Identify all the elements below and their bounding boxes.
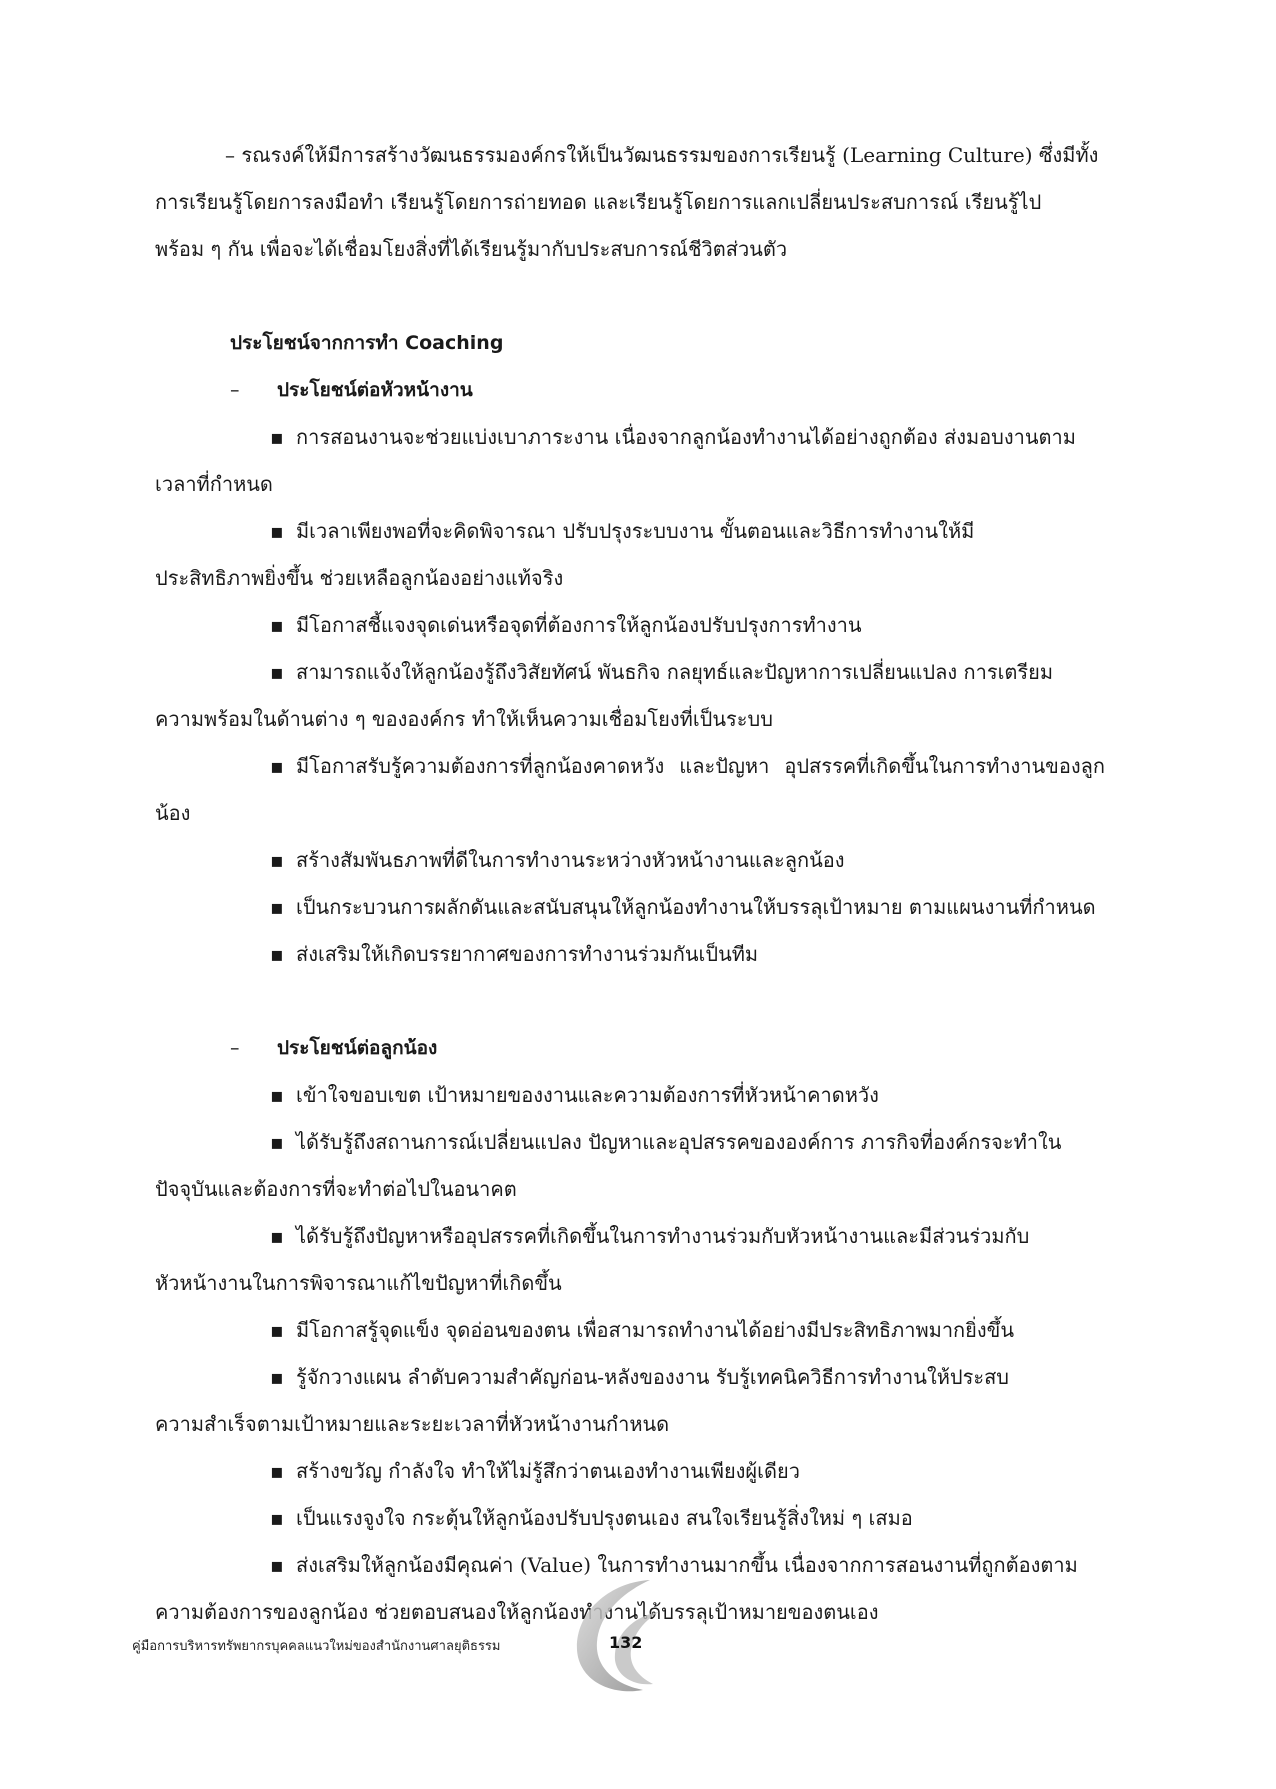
supervisor-title: ประโยชน์ต่อหัวหน้างาน <box>277 379 473 401</box>
list-item <box>155 649 1105 743</box>
list-item <box>155 1072 1105 1119</box>
list-item-text: ส่งเสริมให้ลูกน้องมีคุณค่า (Value) ในการทำงานมากขึ้น เนื่องจากการสอนงานที่ถูกต้องตาม <box>296 1553 1078 1577</box>
list-item-continuation: หัวหน้างานในการพิจารณาแก้ไขปัญหาที่เกิดขึ้น <box>155 1271 562 1295</box>
subordinate-list <box>155 1072 1105 1636</box>
list-item <box>155 602 1105 649</box>
bullet-icon: ▪ <box>270 1553 284 1577</box>
bullet-icon: ▪ <box>270 613 284 637</box>
list-item-text: มีโอกาสรับรู้ความต้องการที่ลูกน้องคาดหวัง และปัญหา อุปสรรคที่เกิดขึ้นในการทำงานของลูกน้อง <box>155 754 1105 825</box>
intro-line-2: การเรียนรู้โดยการลงมือทำ เรียนรู้โดยการถ่ายทอด และเรียนรู้โดยการแลกเปลี่ยนประสบการณ์ เรียนรู้ไป <box>155 190 1042 214</box>
list-item-continuation: ความต้องการของลูกน้อง ช่วยตอบสนองให้ลูกน้องทำงานได้บรรลุเป้าหมายของตนเอง <box>155 1600 879 1624</box>
list-item <box>155 508 1105 602</box>
list-item <box>155 1119 1105 1213</box>
bullet-icon: ▪ <box>270 1130 284 1154</box>
list-item-text: มีเวลาเพียงพอที่จะคิดพิจารณา ปรับปรุงระบบงาน ขั้นตอนและวิธีการทำงานให้มี <box>296 519 975 543</box>
list-item-continuation: ประสิทธิภาพยิ่งขึ้น ช่วยเหลือลูกน้องอย่างแท้จริง <box>155 566 564 590</box>
dash-marker: – <box>230 379 240 401</box>
document-body <box>155 132 1105 1636</box>
list-item-continuation: เวลาที่กำหนด <box>155 472 273 496</box>
dash-marker: – <box>230 1037 240 1059</box>
list-item-text: เป็นแรงจูงใจ กระตุ้นให้ลูกน้องปรับปรุงตนเอง สนใจเรียนรู้สิ่งใหม่ ๆ เสมอ <box>296 1506 913 1530</box>
list-item-text: เป็นกระบวนการผลักดันและสนับสนุนให้ลูกน้องทำงานให้บรรลุเป้าหมาย ตามแผนงานที่กำหนด <box>296 895 1096 919</box>
bullet-icon: ▪ <box>270 1506 284 1530</box>
list-item-continuation: ปัจจุบันและต้องการที่จะทำต่อไปในอนาคต <box>155 1177 517 1201</box>
list-item-text: มีโอกาสรู้จุดแข็ง จุดอ่อนของตน เพื่อสามารถทำงานได้อย่างมีประสิทธิภาพมากยิ่งขึ้น <box>296 1318 1014 1342</box>
list-item-text: เข้าใจขอบเขต เป้าหมายของงานและความต้องการที่หัวหน้าคาดหวัง <box>296 1083 879 1107</box>
bullet-icon: ▪ <box>270 519 284 543</box>
supervisor-heading <box>155 367 1105 414</box>
bullet-icon: ▪ <box>270 1083 284 1107</box>
list-item <box>155 1448 1105 1495</box>
list-item-continuation: ความพร้อมในด้านต่าง ๆ ขององค์กร ทำให้เห็นความเชื่อมโยงที่เป็นระบบ <box>155 707 773 731</box>
bullet-icon: ▪ <box>270 895 284 919</box>
list-item-text: ส่งเสริมให้เกิดบรรยากาศของการทำงานร่วมกันเป็นทีม <box>296 942 759 966</box>
list-item <box>155 884 1105 931</box>
bullet-icon: ▪ <box>270 1365 284 1389</box>
list-item-text: สร้างขวัญ กำลังใจ ทำให้ไม่รู้สึกว่าตนเองทำงานเพียงผู้เดียว <box>296 1459 800 1483</box>
list-item <box>155 931 1105 978</box>
list-item <box>155 1307 1105 1354</box>
bullet-icon: ▪ <box>270 1318 284 1342</box>
list-item-text: รู้จักวางแผน ลำดับความสำคัญก่อน-หลังของงาน รับรู้เทคนิควิธีการทำงานให้ประสบ <box>296 1365 1009 1389</box>
list-item-text: ได้รับรู้ถึงปัญหาหรืออุปสรรคที่เกิดขึ้นในการทำงานร่วมกับหัวหน้างานและมีส่วนร่วมกับ <box>296 1224 1030 1248</box>
bullet-icon: ▪ <box>270 848 284 872</box>
list-item-continuation: ความสำเร็จตามเป้าหมายและระยะเวลาที่หัวหน้างานกำหนด <box>155 1412 670 1436</box>
list-item <box>155 1495 1105 1542</box>
spacer <box>155 273 1105 320</box>
list-item-text: มีโอกาสชี้แจงจุดเด่นหรือจุดที่ต้องการให้ลูกน้องปรับปรุงการทำงาน <box>296 613 862 637</box>
intro-line-3: พร้อม ๆ กัน เพื่อจะได้เชื่อมโยงสิ่งที่ได้เรียนรู้มากับประสบการณ์ชีวิตส่วนตัว <box>155 237 788 261</box>
list-item-text: ได้รับรู้ถึงสถานการณ์เปลี่ยนแปลง ปัญหาและอุปสรรคขององค์การ ภารกิจที่องค์กรจะทำใน <box>296 1130 1062 1154</box>
bullet-icon: ▪ <box>270 1459 284 1483</box>
intro-line-1: – รณรงค์ให้มีการสร้างวัฒนธรรมองค์กรให้เป็นวัฒนธรรมของการเรียนรู้ (Learning Culture) ซึ่งมีทั้ง <box>225 143 1099 167</box>
bullet-icon: ▪ <box>270 942 284 966</box>
list-item <box>155 743 1105 837</box>
spacer <box>155 978 1105 1025</box>
subordinate-heading <box>155 1025 1105 1072</box>
page-number: 132 <box>609 1633 643 1652</box>
bullet-icon: ▪ <box>270 754 284 778</box>
supervisor-list <box>155 414 1105 978</box>
bullet-icon: ▪ <box>270 1224 284 1248</box>
list-item <box>155 1354 1105 1448</box>
list-item <box>155 1213 1105 1307</box>
subordinate-title: ประโยชน์ต่อลูกน้อง <box>277 1037 438 1059</box>
bullet-icon: ▪ <box>270 660 284 684</box>
list-item-text: สามารถแจ้งให้ลูกน้องรู้ถึงวิสัยทัศน์ พันธกิจ กลยุทธ์และปัญหาการเปลี่ยนแปลง การเตรียม <box>296 660 1054 684</box>
bullet-icon: ▪ <box>270 425 284 449</box>
footer-title: คู่มือการบริหารทรัพยากรบุคคลแนวใหม่ของสำนักงานศาลยุติธรรม <box>132 1639 501 1654</box>
list-item-text: สร้างสัมพันธภาพที่ดีในการทำงานระหว่างหัวหน้างานและลูกน้อง <box>296 848 845 872</box>
list-item <box>155 414 1105 508</box>
list-item <box>155 837 1105 884</box>
section-title: ประโยชน์จากการทำ Coaching <box>230 332 504 354</box>
list-item-text: การสอนงานจะช่วยแบ่งเบาภาระงาน เนื่องจากลูกน้องทำงานได้อย่างถูกต้อง ส่งมอบงานตาม <box>296 425 1076 449</box>
